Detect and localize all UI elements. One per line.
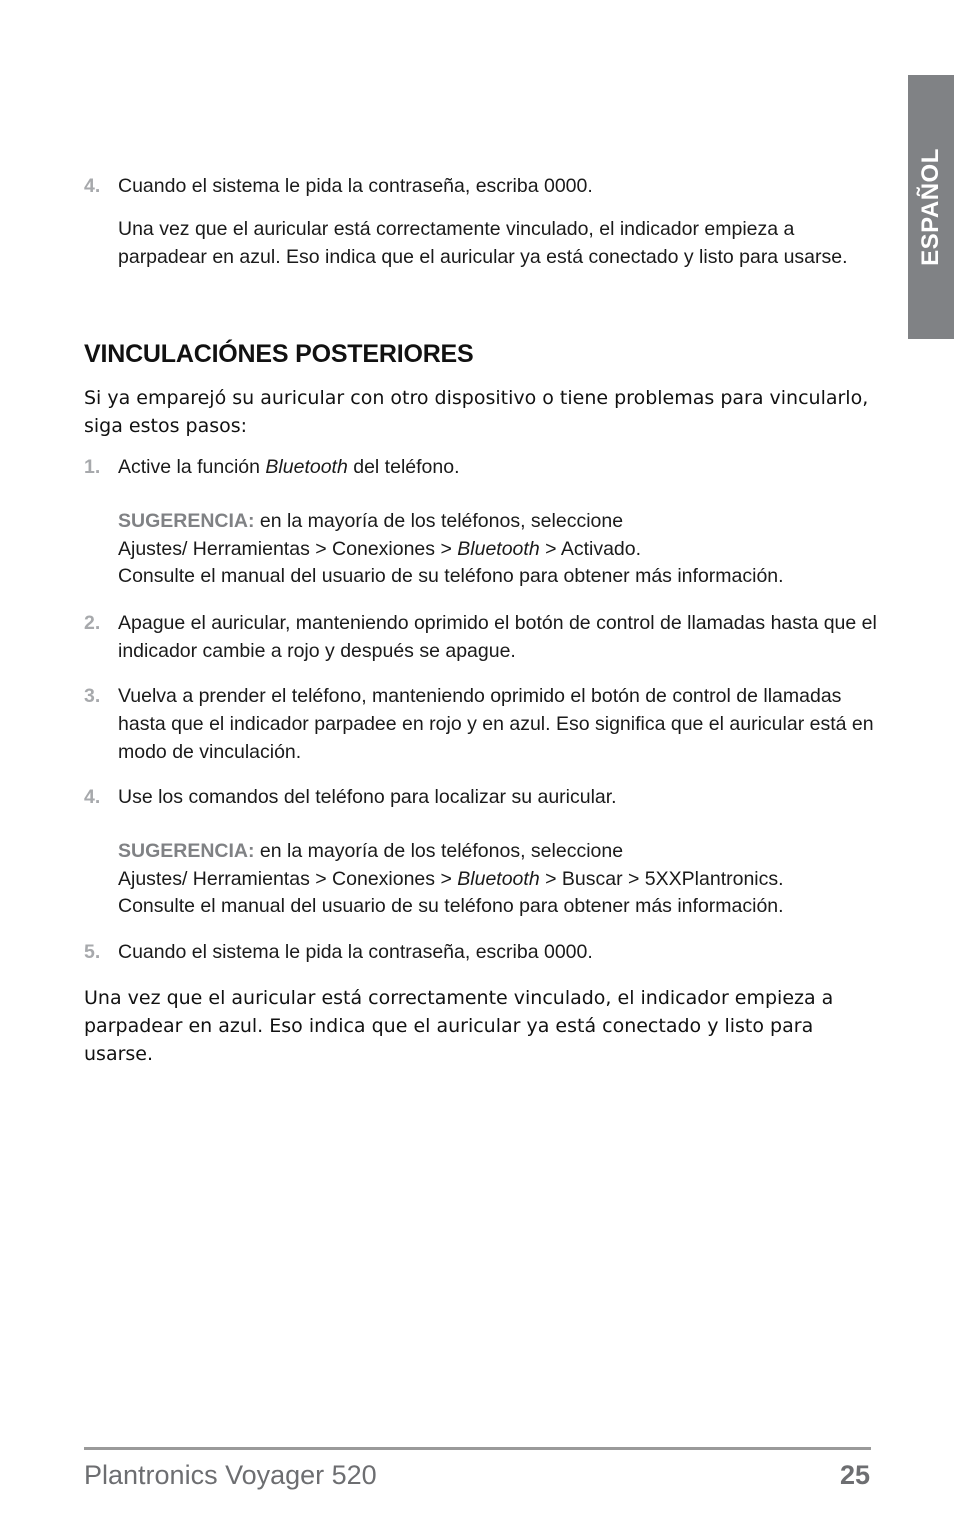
tip-label: SUGERENCIA: [118,840,255,862]
language-tab [908,75,954,339]
section-heading: VINCULACIÓNES POSTERIORES [84,340,474,368]
step-text: Cuando el sistema le pida la contraseña, escriba 0000. [118,941,593,963]
step-number: 4. [84,786,101,808]
step-number: 3. [84,685,101,707]
tip-line-3: Consulte el manual del usuario de su teléfono para obtener más información. [118,565,784,587]
footer-product-title: Plantronics Voyager 520 [84,1460,377,1490]
step-number: 4. [84,175,101,197]
page-number: 25 [839,1460,870,1490]
step-text: Use los comandos del teléfono para localizar su auricular. [118,786,617,808]
step-number: 2. [84,612,101,634]
intro-note: Una vez que el auricular está correctamente vinculado, el indicador empieza a parpadear en azul. Eso indica que el auricular ya está conectado y listo para usarse. [118,218,848,268]
closing-paragraph: Una vez que el auricular está correctamente vinculado, el indicador empieza a parpadear en azul. Eso indica que el auricular ya está conectado y listo para usarse. [84,987,834,1065]
step-number: 5. [84,941,101,963]
footer-rule [84,1447,871,1450]
tip-2 [118,838,878,921]
tip-line-2: Ajustes/ Herramientas > Conexiones > Bluetooth > Buscar > 5XXPlantronics. [118,867,784,890]
tip-line-1: SUGERENCIA: en la mayoría de los teléfonos, seleccione [118,510,624,532]
step-text: Vuelva a prender el teléfono, manteniendo oprimido el botón de control de llamadas hasta que el indicador parpadee en rojo y en azul. Eso significa que el auricular está en modo de vinculación. [118,685,874,763]
tip-label: SUGERENCIA: [118,510,255,532]
tip-line-3: Consulte el manual del usuario de su teléfono para obtener más información. [118,895,784,917]
tip-line-2: Ajustes/ Herramientas > Conexiones > Bluetooth > Activado. [118,537,642,560]
language-tab-label: ESPAÑOL [917,148,944,266]
bluetooth-term: Bluetooth [265,456,348,478]
tip-1 [118,508,878,591]
step-text: Active la función Bluetooth del teléfono. [118,456,460,478]
section-lead: Si ya emparejó su auricular con otro dispositivo o tiene problemas para vincularlo, siga estos pasos: [84,387,869,437]
tip-line-1: SUGERENCIA: en la mayoría de los teléfonos, seleccione [118,840,624,862]
step-text: Cuando el sistema le pida la contraseña, escriba 0000. [118,175,593,197]
step-text: Apague el auricular, manteniendo oprimido el botón de control de llamadas hasta que el indicador cambie a rojo y después se apague. [118,612,877,662]
step-number: 1. [84,456,101,478]
